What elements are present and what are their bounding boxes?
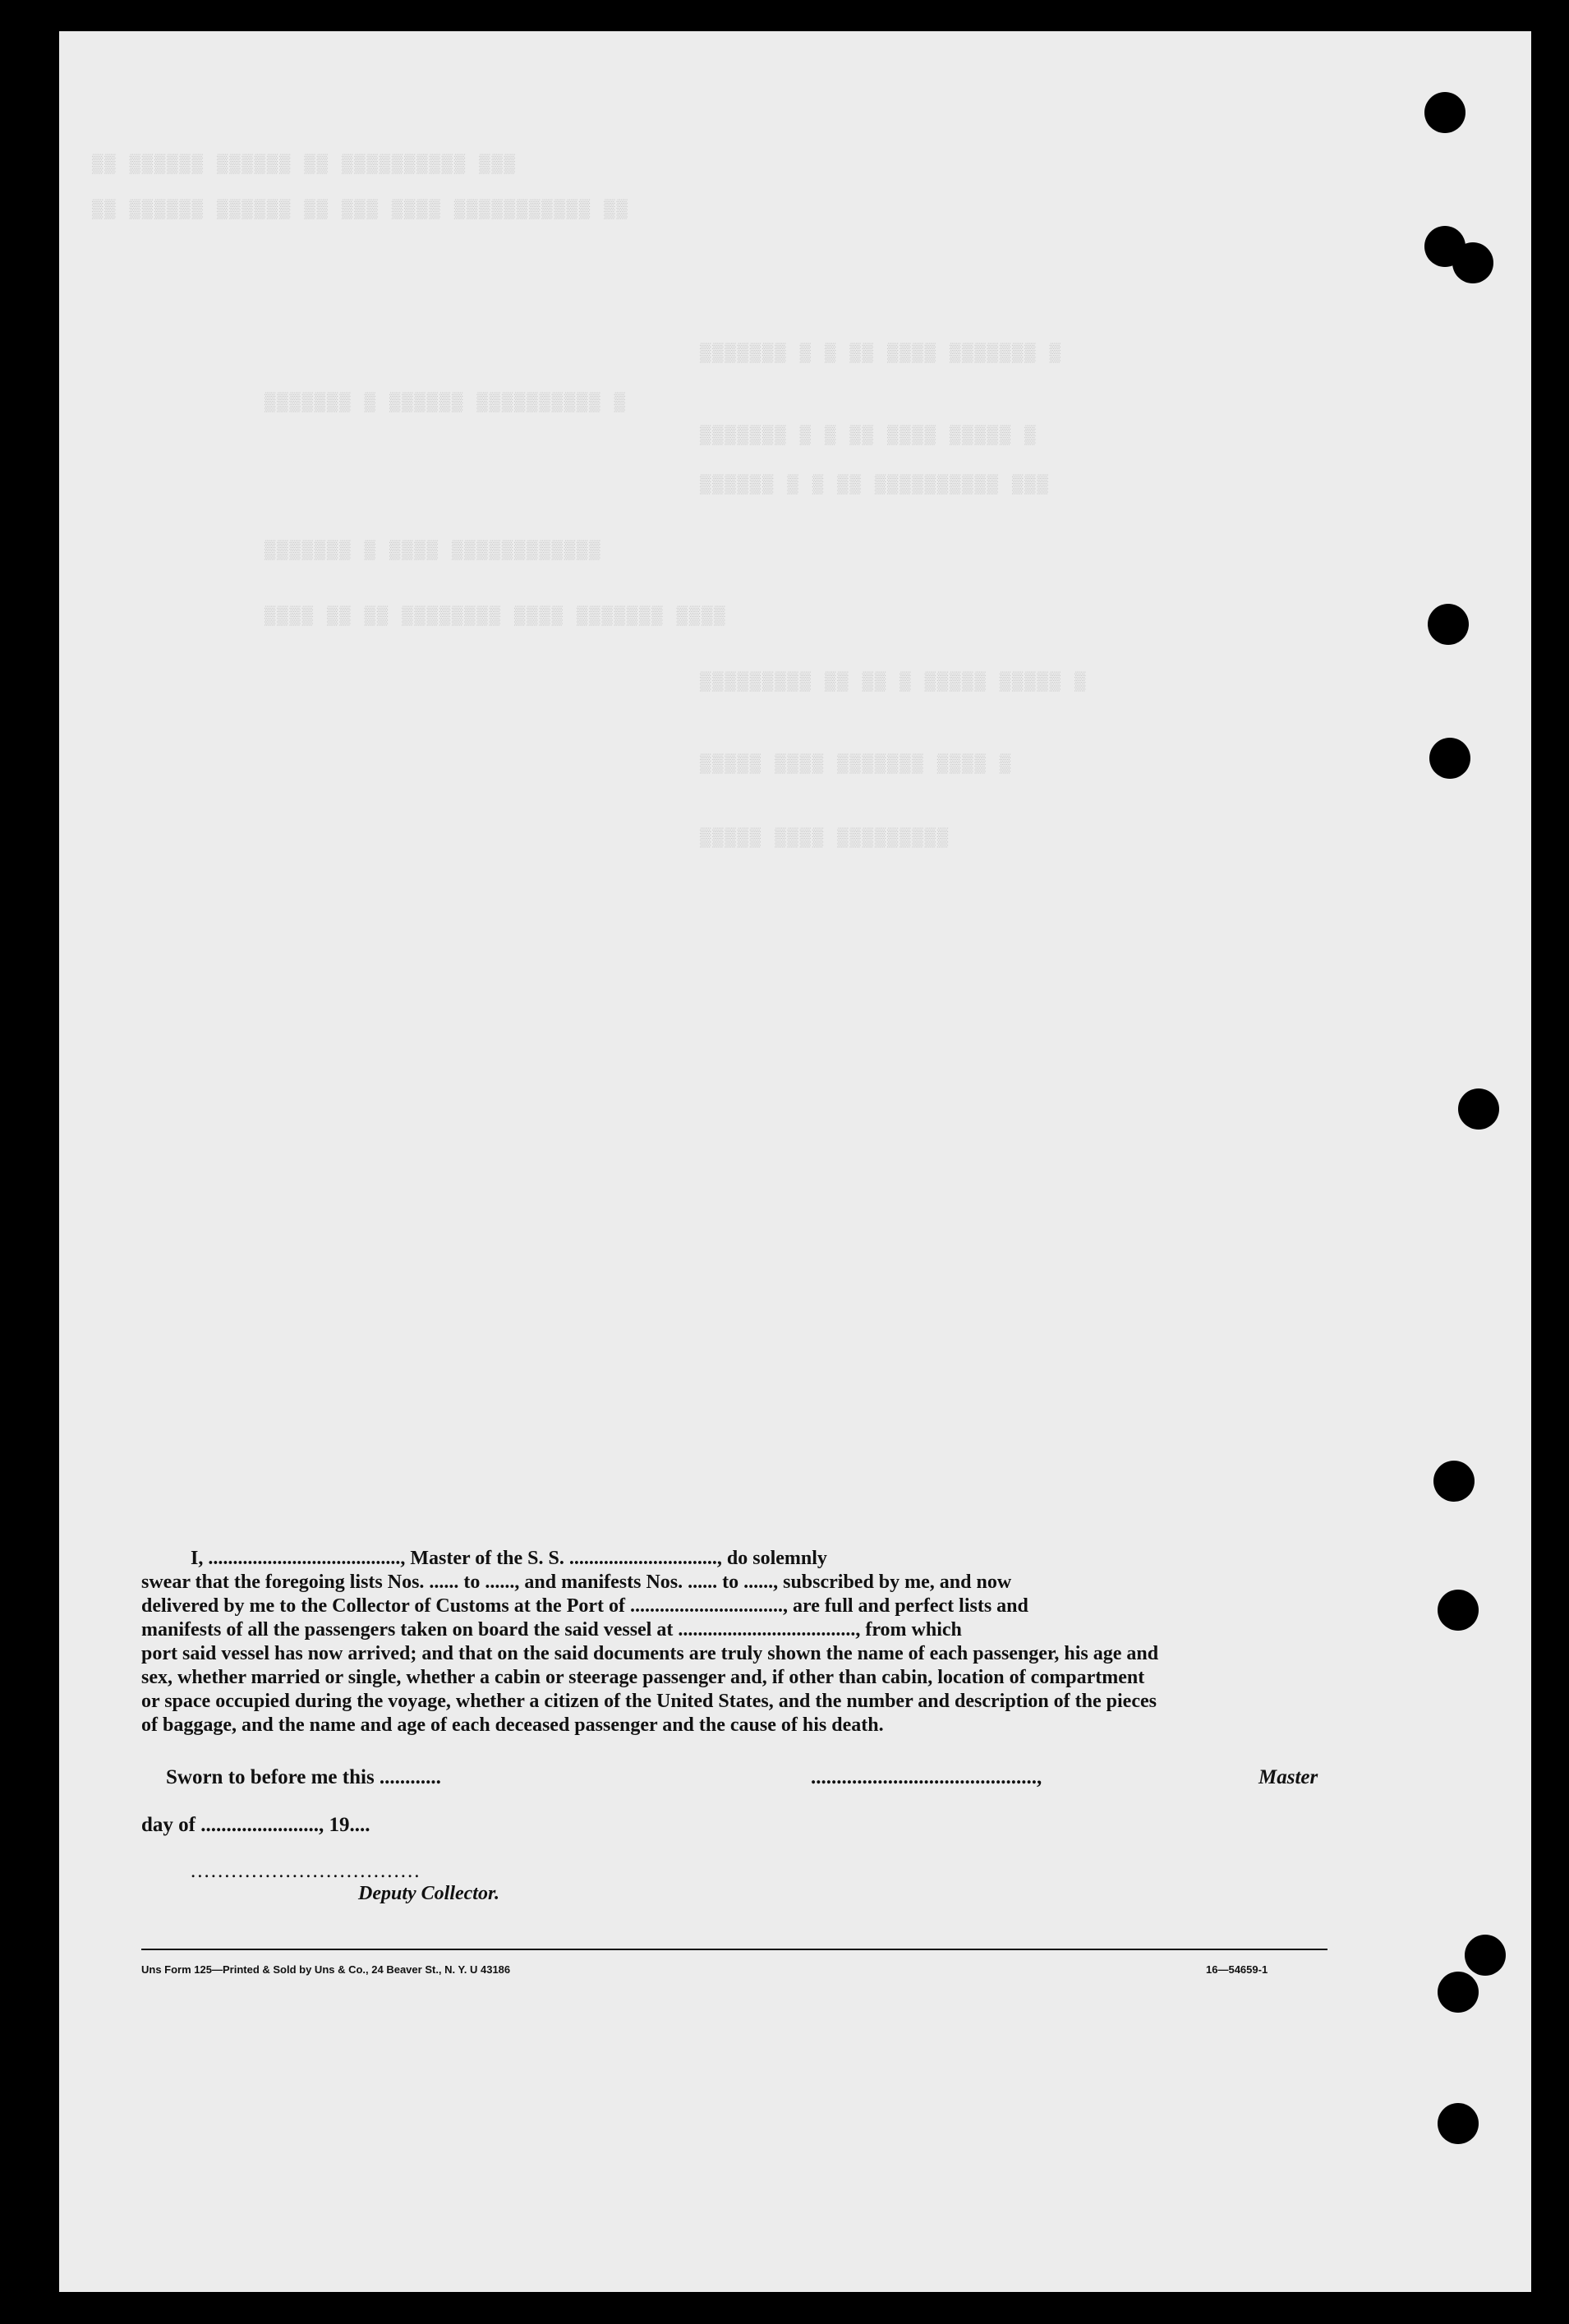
master-label: Master: [1258, 1766, 1318, 1788]
punch-hole: [1438, 1590, 1479, 1631]
faint-table-mark: ▒▒▒▒▒ ▒▒▒▒ ▒▒▒▒▒▒▒ ▒▒▒▒ ▒: [700, 754, 1013, 775]
punch-hole: [1424, 92, 1465, 133]
faint-table-mark: ▒▒▒▒▒▒▒▒▒ ▒▒ ▒▒ ▒ ▒▒▒▒▒ ▒▒▒▒▒ ▒: [700, 672, 1088, 693]
punch-hole: [1452, 242, 1493, 283]
oath-line: sex, whether married or single, whether a cabin or steerage passenger and, if other than cabin, location of compartment: [141, 1667, 1145, 1688]
oath-paragraph: [141, 1547, 1324, 1737]
faint-table-mark: ▒▒▒▒▒▒▒ ▒ ▒ ▒▒ ▒▒▒▒ ▒▒▒▒▒ ▒: [700, 426, 1038, 446]
sworn-line: Sworn to before me this ............: [166, 1766, 441, 1788]
oath-line: manifests of all the passengers taken on board the said vessel at ...................................., from which: [141, 1619, 962, 1641]
manifest-page: [59, 31, 1531, 2292]
oath-line: of baggage, and the name and age of each deceased passenger and the cause of his death.: [141, 1714, 884, 1736]
footer-imprint: Uns Form 125—Printed & Sold by Uns & Co., 24 Beaver St., N. Y. U 43186: [141, 1963, 511, 1976]
faint-table-mark: ▒▒▒▒▒▒▒ ▒ ▒▒▒▒ ▒▒▒▒▒▒▒▒▒▒▒▒: [265, 541, 602, 561]
punch-hole: [1465, 1935, 1506, 1976]
oath-line: port said vessel has now arrived; and that on the said documents are truly shown the name of each passenger, his age and: [141, 1643, 1159, 1664]
faint-table-mark: ▒▒▒▒▒ ▒▒▒▒ ▒▒▒▒▒▒▒▒▒: [700, 828, 950, 849]
footer-rule: [141, 1949, 1327, 1950]
punch-hole: [1433, 1461, 1475, 1502]
punch-hole: [1438, 2103, 1479, 2144]
faint-table-mark: ▒▒▒▒▒▒▒ ▒ ▒▒▒▒▒▒ ▒▒▒▒▒▒▒▒▒▒ ▒: [265, 393, 627, 413]
oath-line: I, ......................................., Master of the S. S. .............................., do solemnly: [191, 1548, 827, 1569]
deputy-collector-label: Deputy Collector.: [358, 1883, 499, 1904]
oath-line: or space occupied during the voyage, whether a citizen of the United States, and the number and description of the pieces: [141, 1691, 1157, 1712]
punch-hole: [1428, 604, 1469, 645]
faint-table-mark: ▒▒▒▒▒▒ ▒ ▒ ▒▒ ▒▒▒▒▒▒▒▒▒▒ ▒▒▒: [700, 475, 1050, 495]
faint-table-mark: ▒▒▒▒▒▒▒ ▒ ▒ ▒▒ ▒▒▒▒ ▒▒▒▒▒▒▒ ▒: [700, 343, 1062, 364]
footer-form-number: 16—54659-1: [1206, 1963, 1268, 1976]
master-signature-line: ............................................,: [811, 1766, 1042, 1788]
oath-line: swear that the foregoing lists Nos. ...... to ......, and manifests Nos. ...... to ......, subscribed by me, and now: [141, 1572, 1012, 1593]
deputy-signature-line: ..................................: [191, 1860, 421, 1882]
punch-hole: [1458, 1088, 1499, 1130]
faint-header-mark: ▒▒ ▒▒▒▒▒▒ ▒▒▒▒▒▒ ▒▒ ▒▒▒▒▒▒▒▒▒▒ ▒▒▒: [92, 154, 517, 175]
faint-header-mark: ▒▒ ▒▒▒▒▒▒ ▒▒▒▒▒▒ ▒▒ ▒▒▒ ▒▒▒▒ ▒▒▒▒▒▒▒▒▒▒▒ ▒▒: [92, 200, 629, 220]
punch-hole: [1438, 1972, 1479, 2013]
oath-line: delivered by me to the Collector of Customs at the Port of ..............................., are full and perfect lists and: [141, 1595, 1028, 1617]
day-of-line: day of ......................., 19....: [141, 1814, 370, 1836]
punch-hole: [1429, 738, 1470, 779]
faint-table-mark: ▒▒▒▒ ▒▒ ▒▒ ▒▒▒▒▒▒▒▒ ▒▒▒▒ ▒▒▒▒▒▒▒ ▒▒▒▒: [265, 606, 727, 627]
